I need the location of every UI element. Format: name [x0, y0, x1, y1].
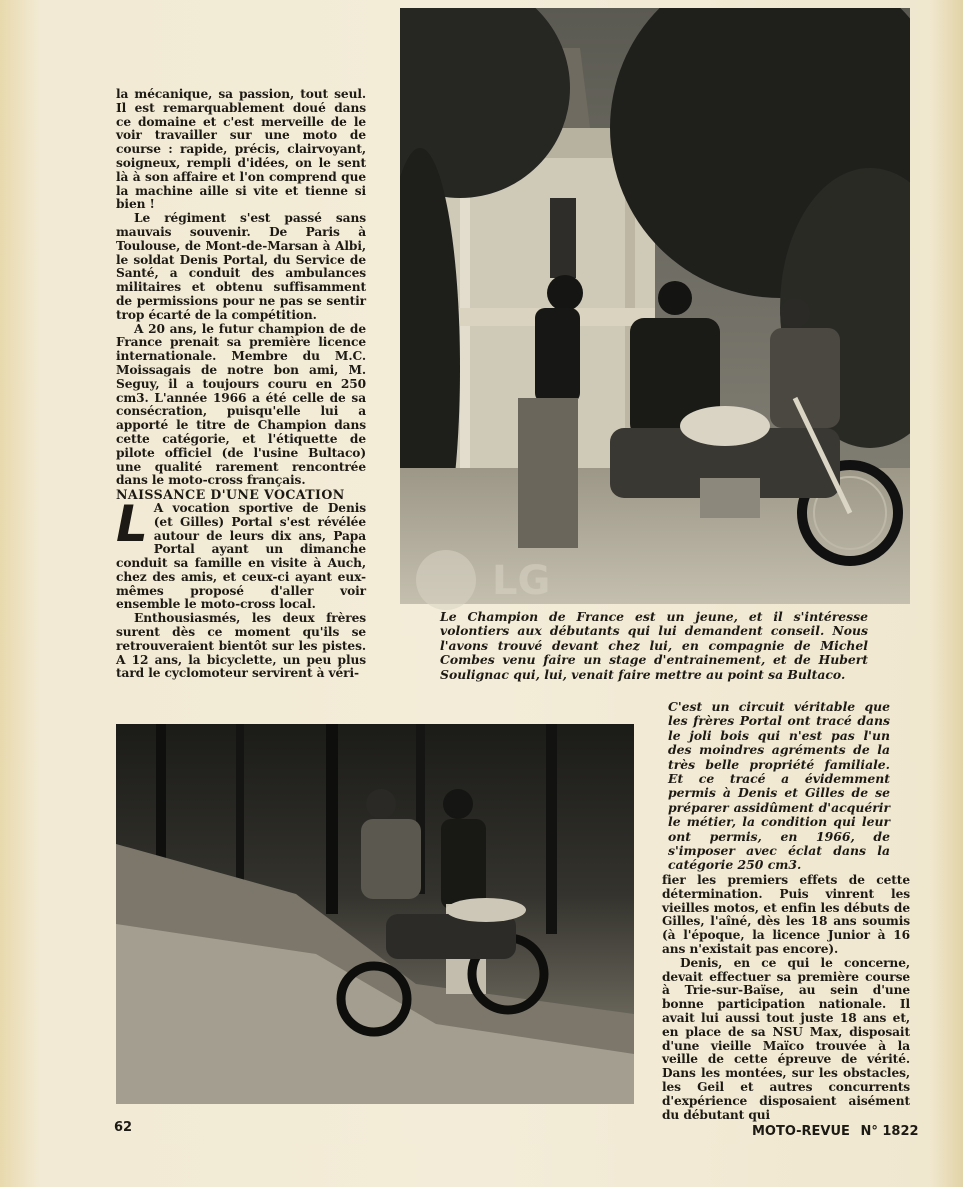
- caption-text: C'est un circuit véritable que les frères Portal ont tracé dans le joli bois qui n'est pas l'un des moindres agréments de la très belle propriété familiale. Et ce tracé a évidemment permis à Denis et Gilles de se préparer assidûment d'acquérir le métier, la condition qui leur ont permis, en 1966, de s'imposer avec éclat dans la catégorie 250 cm3.: [668, 699, 890, 873]
- paragraph: Enthousiasmés, les deux frères surent dès ce moment qu'ils se retrouveraient bientôt sur les pistes. A 12 ans, la bicyclette, un peu plus tard le cyclomoteur servirent à véri-: [116, 611, 366, 681]
- paragraph: Denis, en ce qui le concerne, devait effectuer sa première course à Trie-sur-Baïse, au sein d'une bonne participation nationale. Il avait lui aussi tout juste 18 ans et, en place de sa NSU Max, disposait d'une vieille Maïco trouvée à la veille de cette épreuve de vérité. Dans les montées, sur les obstacles, les Geil et autres concurrents d'expérience disposaient aisément du débutant qui: [662, 955, 910, 1122]
- paragraph: A 20 ans, le futur champion de de France prenait sa première licence internationale. Membre du M.C. Moissagais de notre bon ami, M. Seguy, il a toujours couru en 250 cm3. L'année 1966 a été celle de sa consécration, puisqu'elle lui a apporté le titre de Champion dans cette catégorie, et l'étiquette de pilote officiel (de l'usine Bultaco) une qualité rarement rencontrée dans le moto-cross français.: [116, 321, 366, 488]
- article-column-right: [662, 874, 910, 1122]
- paragraph: Le régiment s'est passé sans mauvais souvenir. De Paris à Toulouse, de Mont-de-Marsan à Albi, le soldat Denis Portal, du Service de Santé, a conduit des ambulances militaires et obtenu suffisamment de permissions pour ne pas se sentir trop écarté de la compétition.: [116, 211, 366, 322]
- issue-number: N° 1822: [860, 1124, 919, 1139]
- photo-house-motorcycle: [400, 8, 910, 604]
- caption-text: Le Champion de France est un jeune, et il s'intéresse volontiers aux débutants qui lui demandent conseil. Nous l'avons trouvé devant chez lui, en compagnie de Michel Combes venu faire un stage d'entrainement, et de Hubert Soulignac qui, lui, venait faire mettre au point sa Bultaco.: [440, 609, 868, 682]
- magazine-name: MOTO-REVUE: [752, 1124, 850, 1139]
- paragraph: la mécanique, sa passion, tout seul. Il est remarquablement doué dans ce domaine et c'est merveille de le voir travailler sur une moto de course : rapide, précis, clairvoyant, soigneux, rempli d'idées, on le sent là à son affaire et l'on comprend que la machine aille si vite et tienne si bien !: [116, 87, 366, 212]
- dropcap-letter: L: [116, 494, 148, 553]
- photo-caption-top: [440, 610, 868, 682]
- photo-caption-right: [668, 700, 890, 873]
- article-column-left: [116, 88, 366, 681]
- magazine-footer: [752, 1124, 919, 1139]
- page-number: 62: [114, 1120, 133, 1135]
- photo-illustration: [116, 724, 634, 1104]
- photo-forest-track: [116, 724, 634, 1104]
- paragraph: fier les premiers effets de cette détermination. Puis vinrent les vieilles motos, et enfin les débuts de Gilles, l'aîné, dès les 18 ans soumis (à l'époque, la licence Junior à 16 ans n'existait pas encore).: [662, 873, 910, 956]
- section-heading: NAISSANCE D'UNE VOCATION: [116, 487, 345, 503]
- watermark-text: LG: [492, 558, 551, 604]
- photo-illustration: [400, 8, 910, 604]
- paragraph: A vocation sportive de Denis (et Gilles) Portal s'est révélée autour de leurs dix ans, Papa Portal ayant un dimanche conduit sa famille en visite à Auch, chez des amis, et ceux-ci ayant eux-mêmes proposé d'aller voir ensemble le moto-cross local.: [116, 500, 366, 612]
